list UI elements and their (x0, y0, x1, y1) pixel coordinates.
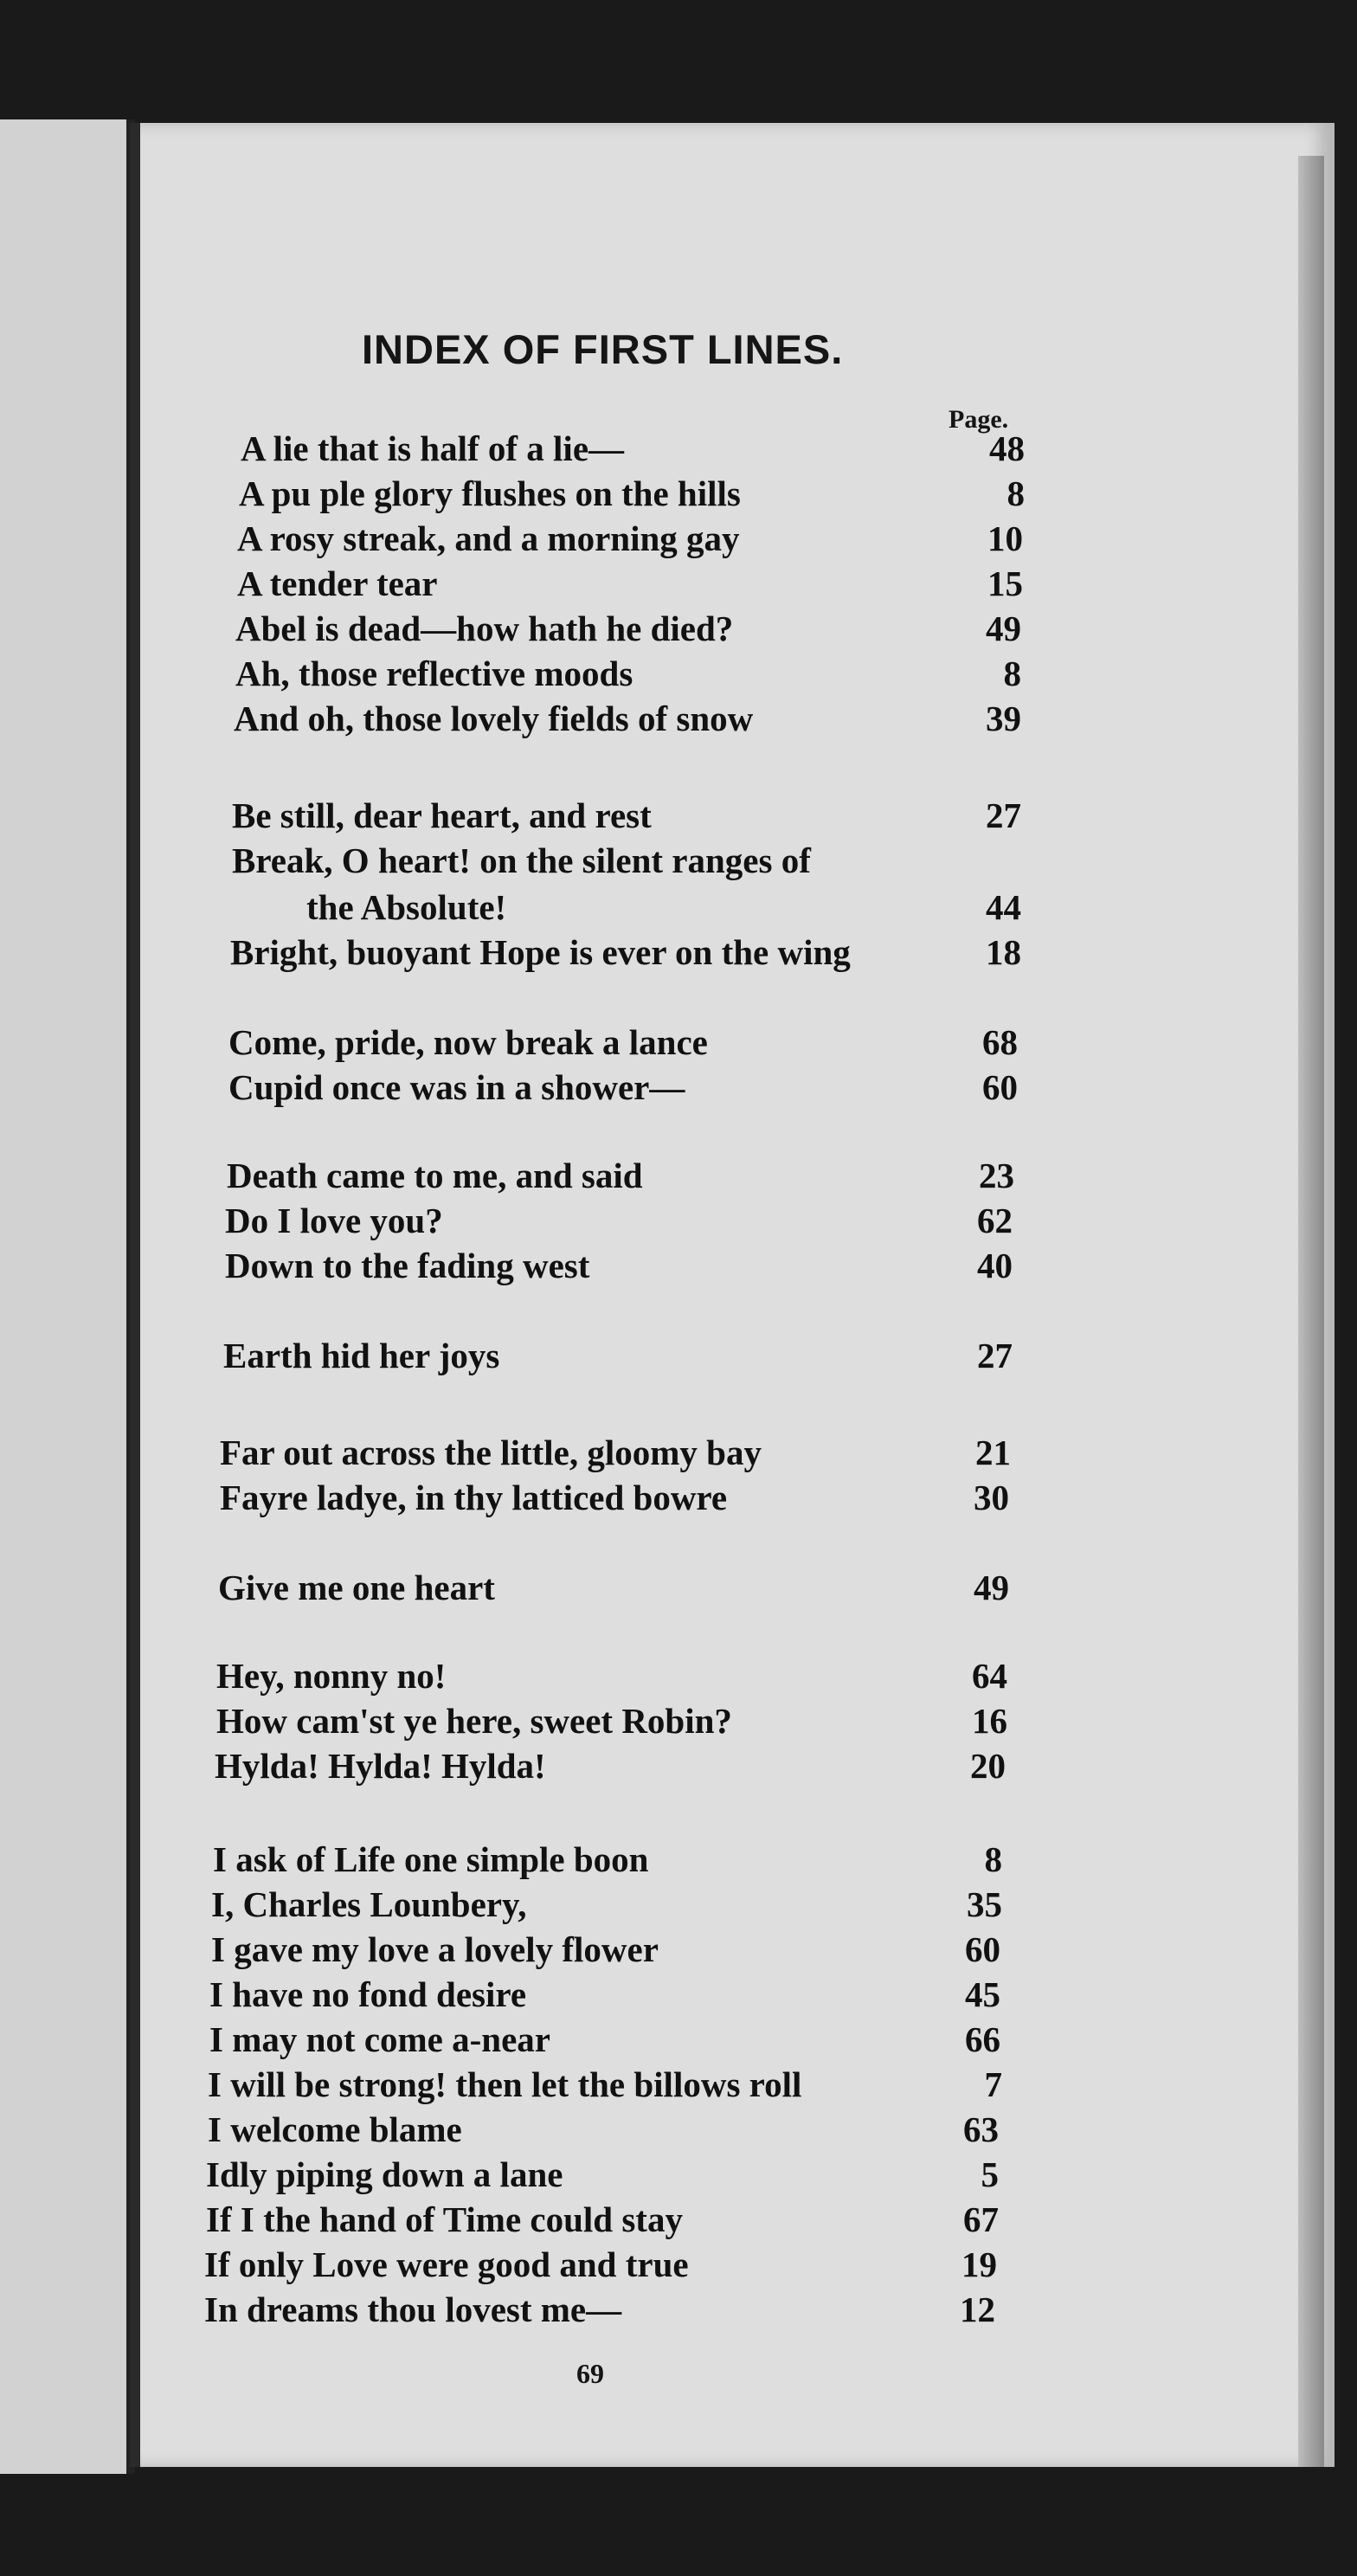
first-line-text: Hey, nonny no! (216, 1656, 447, 1696)
page-reference: 45 (965, 1974, 1000, 2014)
index-entry (0, 1155, 1357, 1200)
index-entry (0, 1974, 1357, 2019)
index-entry (0, 1477, 1357, 1522)
index-entry (0, 1884, 1357, 1929)
page-reference: 30 (974, 1478, 1009, 1517)
page-reference: 19 (961, 2244, 997, 2284)
first-line-text: Be still, dear heart, and rest (232, 795, 652, 835)
index-entry (0, 1700, 1357, 1745)
first-line-text: Idly piping down a lane (206, 2154, 563, 2194)
first-line-text: I welcome blame (208, 2109, 462, 2149)
page-reference: 8 (984, 1839, 1002, 1879)
index-entry (0, 1929, 1357, 1974)
first-line-text: Bright, buoyant Hope is ever on the wing (230, 932, 851, 972)
index-entry (0, 698, 1357, 743)
page-title: INDEX OF FIRST LINES. (362, 326, 844, 372)
index-entry (0, 563, 1357, 608)
index-entry (0, 1655, 1357, 1700)
index-entry (0, 428, 1357, 473)
first-line-text: I, Charles Lounbery, (211, 1884, 527, 1924)
index-entry (0, 1245, 1357, 1290)
page-reference: 60 (982, 1067, 1018, 1107)
page-reference: 27 (986, 795, 1021, 835)
first-line-text: And oh, those lovely fields of snow (234, 699, 754, 738)
first-line-text: Break, O heart! on the silent ranges of (232, 840, 811, 880)
first-line-text: How cam'st ye here, sweet Robin? (216, 1701, 732, 1741)
page-number: 69 (576, 2358, 604, 2389)
index-entry (0, 2244, 1357, 2289)
first-line-text: Earth hid her joys (223, 1336, 500, 1375)
first-line-text: I have no fond desire (209, 1974, 527, 2014)
first-line-text: Cupid once was in a shower— (228, 1067, 685, 1107)
index-entry (0, 653, 1357, 698)
page-reference: 5 (981, 2154, 999, 2194)
first-line-text: Down to the fading west (225, 1246, 590, 1285)
first-line-text: Come, pride, now break a lance (228, 1022, 708, 1062)
page-reference: 18 (986, 932, 1021, 972)
page-reference: 67 (963, 2199, 999, 2239)
page-reference: 62 (977, 1201, 1013, 1240)
index-entry (0, 2019, 1357, 2064)
page-reference: 68 (982, 1022, 1018, 1062)
page-reference: 23 (979, 1156, 1014, 1195)
index-entry (0, 473, 1357, 518)
page-reference: 10 (987, 518, 1023, 558)
first-line-text: I may not come a-near (209, 2019, 550, 2059)
first-line-text: I will be strong! then let the billows roll (208, 2064, 802, 2104)
first-line-text: A rosy streak, and a morning gay (237, 518, 740, 558)
page-reference: 40 (977, 1246, 1013, 1285)
page-reference: 63 (963, 2109, 999, 2149)
page-reference: 39 (986, 699, 1021, 738)
index-entry (0, 2109, 1357, 2154)
first-line-continuation: the Absolute! (306, 887, 507, 927)
first-line-text: If I the hand of Time could stay (206, 2199, 683, 2239)
first-line-text: I gave my love a lovely flower (211, 1929, 659, 1969)
first-line-text: In dreams thou lovest me— (204, 2289, 622, 2329)
page-reference: 8 (1003, 654, 1021, 693)
index-entry (0, 2064, 1357, 2109)
index-entry (0, 2289, 1357, 2334)
page-reference: 8 (1006, 473, 1025, 513)
first-line-text: Do I love you? (225, 1201, 443, 1240)
page-reference: 15 (987, 564, 1023, 603)
index-entry (0, 518, 1357, 563)
index-entry (0, 608, 1357, 653)
index-entry (0, 1066, 1357, 1111)
index-entry (0, 1335, 1357, 1380)
index-entry (0, 931, 1357, 976)
index-entry (0, 1021, 1357, 1066)
first-line-text: A lie that is half of a lie— (241, 428, 625, 468)
page-reference: 49 (974, 1568, 1009, 1607)
first-line-text: Death came to me, and said (227, 1156, 643, 1195)
index-entry (0, 1745, 1357, 1790)
page-reference: 27 (977, 1336, 1013, 1375)
index-entry (0, 1839, 1357, 1884)
page-reference: 48 (989, 428, 1025, 468)
page-reference: 21 (975, 1433, 1011, 1472)
first-line-text: Far out across the little, gloomy bay (220, 1433, 762, 1472)
first-line-text: Hylda! Hylda! Hylda! (215, 1746, 546, 1786)
page-reference: 7 (984, 2064, 1002, 2104)
index-entry (0, 1567, 1357, 1612)
first-line-text: I ask of Life one simple boon (213, 1839, 649, 1879)
first-line-text: Give me one heart (218, 1568, 495, 1607)
page-reference: 44 (986, 887, 1021, 927)
index-entry (0, 2154, 1357, 2199)
page-reference: 16 (972, 1701, 1007, 1741)
page-reference: 49 (986, 609, 1021, 648)
page-reference: 35 (967, 1884, 1002, 1924)
page-reference: 64 (972, 1656, 1007, 1696)
first-line-text: Fayre ladye, in thy latticed bowre (220, 1478, 728, 1517)
page-reference: 66 (965, 2019, 1000, 2059)
first-line-text: Abel is dead—how hath he died? (235, 609, 734, 648)
page-reference: 12 (960, 2289, 995, 2329)
index-entry (0, 2199, 1357, 2244)
first-line-text: A pu ple glory flushes on the hills (239, 473, 741, 513)
page-reference: 20 (970, 1746, 1006, 1786)
first-line-text: If only Love were good and true (204, 2244, 689, 2284)
first-line-text: Ah, those reflective moods (235, 654, 633, 693)
index-entry (0, 1200, 1357, 1245)
index-entry (0, 795, 1357, 840)
first-line-text: A tender tear (237, 564, 438, 603)
page-column-label: Page. (949, 405, 1009, 434)
page-reference: 60 (965, 1929, 1000, 1969)
index-entry (0, 1432, 1357, 1477)
